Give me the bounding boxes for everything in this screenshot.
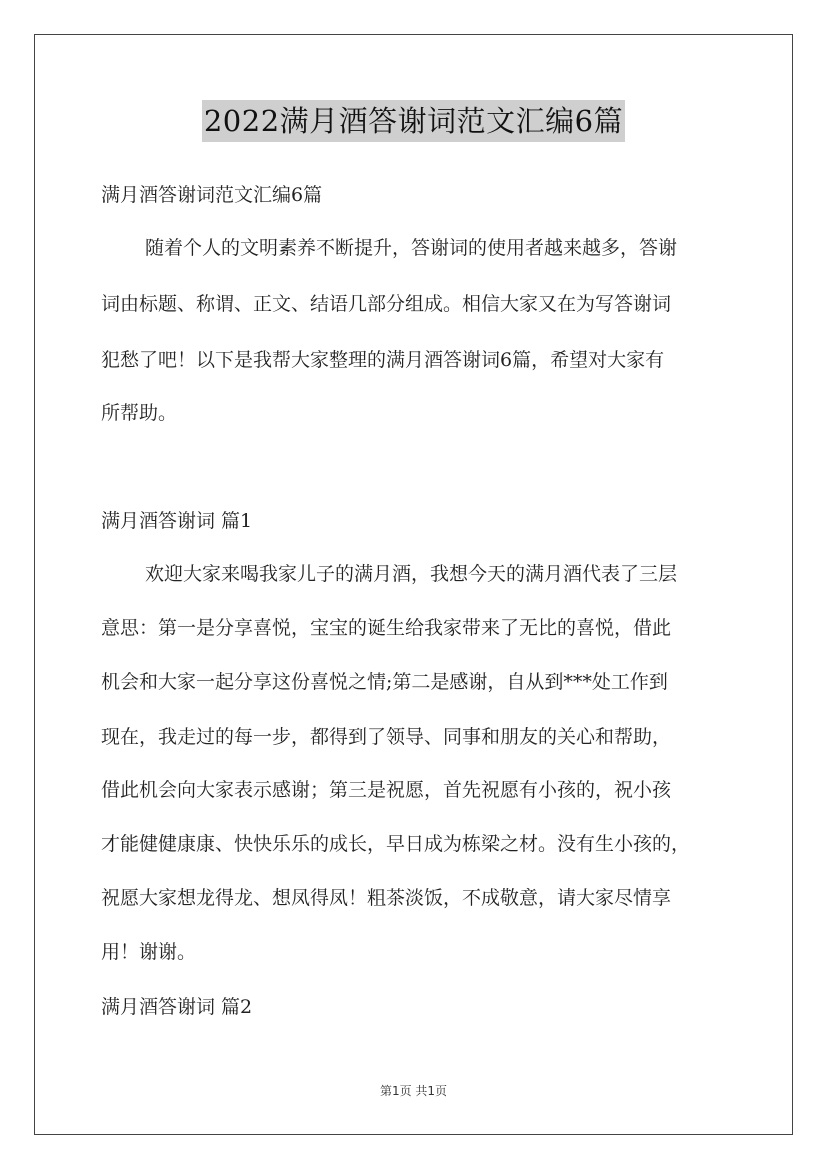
page-footer: 第1页 共1页 — [379, 1084, 448, 1098]
section-1-line-6: 才能健健康康、快快乐乐的成长，早日成为栋梁之材。没有生小孩的， — [101, 833, 691, 855]
section-1-line-7: 祝愿大家想龙得龙、想凤得凤！粗茶淡饭，不成敬意，请大家尽情享 — [101, 887, 672, 909]
section-1-heading: 满月酒答谢词 篇1 — [101, 510, 253, 532]
section-1-line-8: 用！谢谢。 — [101, 941, 197, 963]
section-1-line-4: 现在，我走过的每一步，都得到了领导、同事和朋友的关心和帮助， — [101, 726, 672, 748]
section-1-line-1: 欢迎大家来喝我家儿子的满月酒，我想今天的满月酒代表了三层 — [145, 563, 678, 585]
section-1-line-5: 借此机会向大家表示感谢；第三是祝愿，首先祝愿有小孩的，祝小孩 — [101, 779, 672, 801]
title-container — [0, 100, 827, 142]
intro-line-1: 随着个人的文明素养不断提升，答谢词的使用者越来越多，答谢 — [145, 237, 678, 259]
intro-line-2: 词由标题、称谓、正文、结语几部分组成。相信大家又在为写答谢词 — [101, 293, 672, 315]
section-2-heading: 满月酒答谢词 篇2 — [101, 996, 253, 1018]
document-title: 2022满月酒答谢词范文汇编6篇 — [202, 100, 625, 142]
intro-line-3: 犯愁了吧！以下是我帮大家整理的满月酒答谢词6篇，希望对大家有 — [101, 349, 665, 371]
section-1-line-3: 机会和大家一起分享这份喜悦之情;第二是感谢，自从到***处工作到 — [101, 671, 668, 693]
document-subtitle: 满月酒答谢词范文汇编6篇 — [101, 184, 323, 206]
section-1-line-2: 意思：第一是分享喜悦，宝宝的诞生给我家带来了无比的喜悦，借此 — [101, 617, 672, 639]
intro-line-4: 所帮助。 — [101, 402, 178, 424]
